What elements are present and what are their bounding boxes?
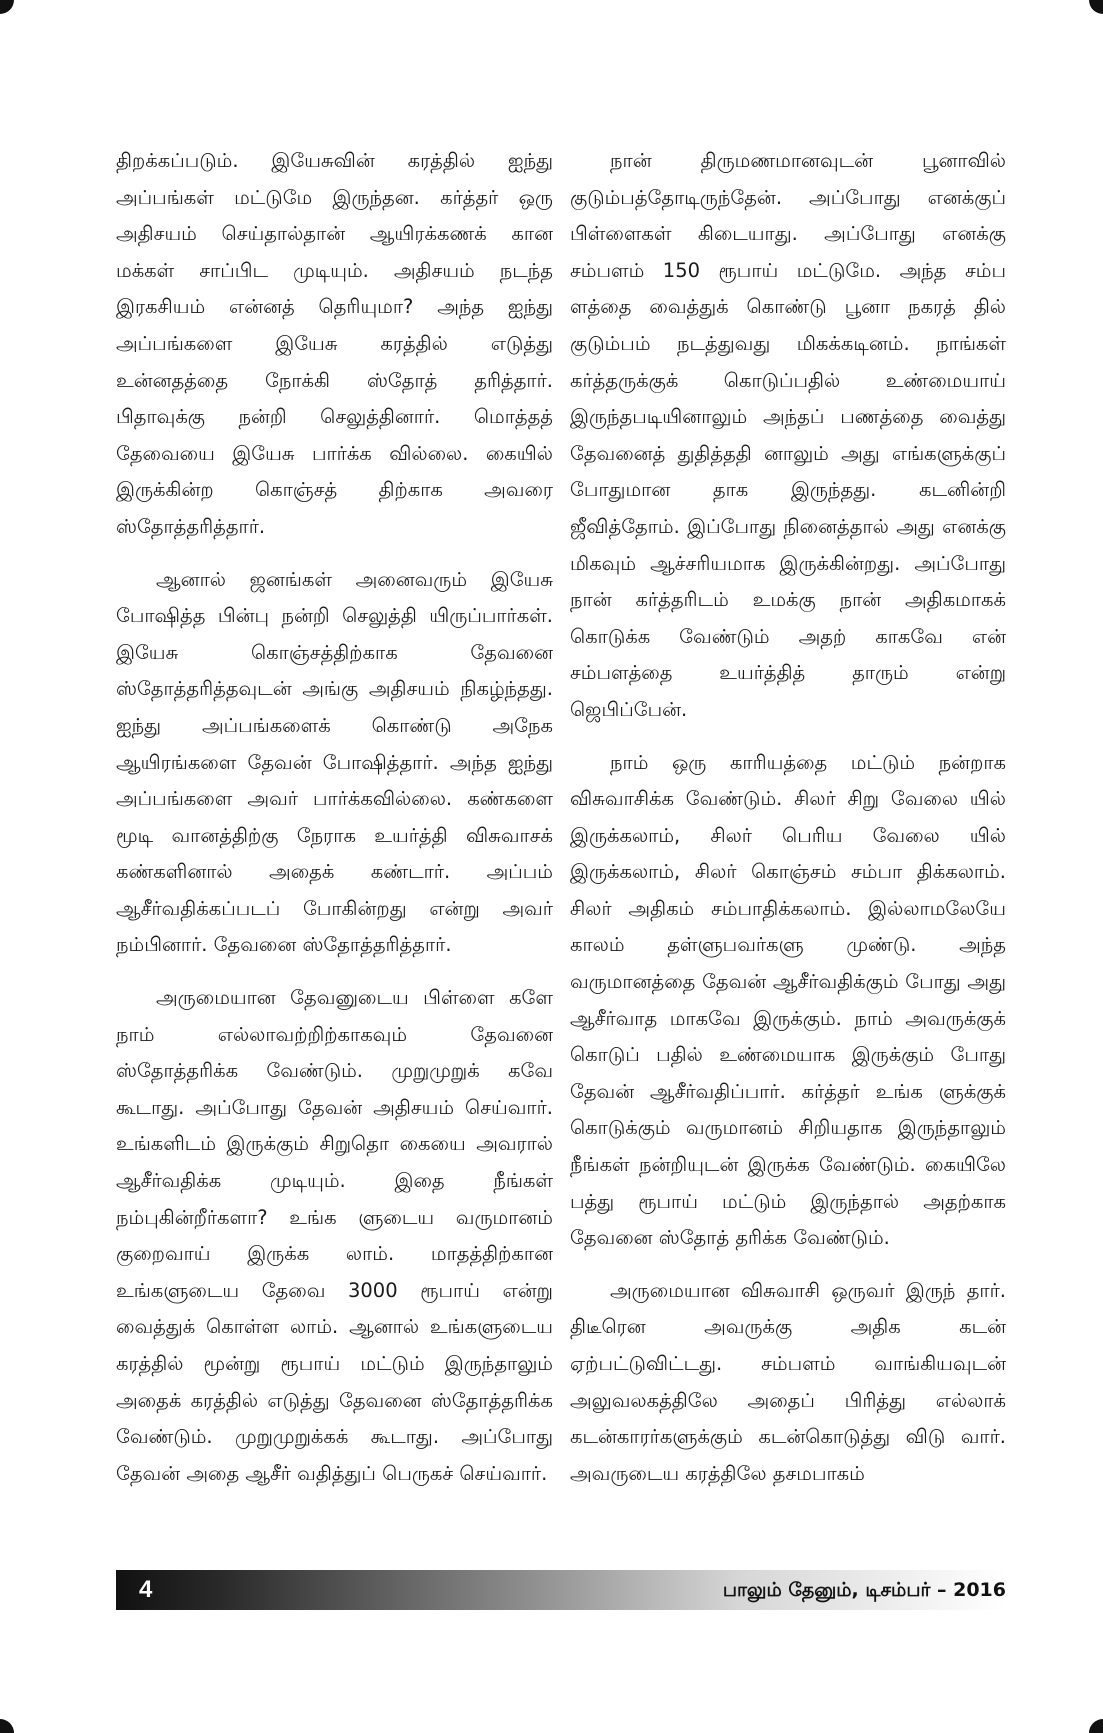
crop-mark-bottom-right [1089,1719,1103,1733]
paragraph: திறக்கப்படும். இயேசுவின் கரத்தில் ஐந்து அப்பங்கள் மட்டுமே இருந்தன. கர்த்தர் ஒரு அதிசயம் செய்தால்தான் ஆயிரக்கணக் கான மக்கள் சாப்பிட முடியும். அதிசயம் நடந்த இரகசியம் என்னத் தெரியுமா? அந்த ஐந்து அப்பங்களை இயேசு கரத்தில் எடுத்து உன்னதத்தை நோக்கி ஸ்தோத் தரித்தார். பிதாவுக்கு நன்றி செலுத்தினார். மொத்தத் தேவையை இயேசு பார்க்க வில்லை. கையில் இருக்கின்ற கொஞ்சத் திற்காக அவரை ஸ்தோத்தரித்தார். [116,149,553,538]
crop-mark-top-right [1089,0,1103,14]
paragraph: அருமையான விசுவாசி ஒருவர் இருந் தார். திடீரென அவருக்கு அதிக கடன் ஏற்பட்டுவிட்டது. சம்பளம் வாங்கியவுடன் அலுவலகத்திலே அதைப் பிரித்து எல்லாக் கடன்காரர்களுக்கும் கடன்கொடுத்து விடு வார். அவருடைய கரத்திலே தசமபாகம் [570,1278,1006,1485]
right-text-column [570,143,1006,1508]
publication-footer: பாலும் தேனும், டிசம்பர் – 2016 [722,1579,1006,1601]
paragraph: அருமையான தேவனுடைய பிள்ளை களே நாம் எல்லாவற்றிற்காகவும் தேவனை ஸ்தோத்தரிக்க வேண்டும். முறுமுறுக் கவே கூடாது. அப்போது தேவன் அதிசயம் செய்வார். உங்களிடம் இருக்கும் சிறுதொ கையை அவரால் ஆசீர்வதிக்க முடியும். இதை நீங்கள் நம்புகின்றீர்களா? உங்க ளுடைய வருமானம் குறைவாய் இருக்க லாம். மாதத்திற்கான உங்களுடைய தேவை 3000 ரூபாய் என்று வைத்துக் கொள்ள லாம். ஆனால் உங்களுடைய கரத்தில் மூன்று ரூபாய் மட்டும் இருந்தாலும் அதைக் கரத்தில் எடுத்து தேவனை ஸ்தோத்தரிக்க வேண்டும். முறுமுறுக்கக் கூடாது. அப்போது தேவன் அதை ஆசீர் வதித்துப் பெருகச் செய்வார். [116,986,553,1485]
page-number: 4 [139,1576,153,1603]
paragraph: நான் திருமணமானவுடன் பூனாவில் குடும்பத்தோடிருந்தேன். அப்போது எனக்குப் பிள்ளைகள் கிடையாது. அப்போது எனக்கு சம்பளம் 150 ரூபாய் மட்டுமே. அந்த சம்ப ளத்தை வைத்துக் கொண்டு பூனா நகரத் தில் குடும்பம் நடத்துவது மிகக்கடினம். நாங்கள் கர்த்தருக்குக் கொடுப்பதில் உண்மையாய் இருந்தபடியினாலும் அந்தப் பணத்தை வைத்து தேவனைத் துதித்ததி னாலும் அது எங்களுக்குப் போதுமான தாக இருந்தது. கடனின்றி ஜீவித்தோம். இப்போது நினைத்தால் அது எனக்கு மிகவும் ஆச்சரியமாக இருக்கின்றது. அப்போது நான் கர்த்தரிடம் உமக்கு நான் அதிகமாகக் கொடுக்க வேண்டும் அதற் காகவே என் சம்பளத்தை உயர்த்தித் தாரும் என்று ஜெபிப்பேன். [570,149,1006,721]
crop-mark-top-left [0,0,14,14]
paragraph: ஆனால் ஜனங்கள் அனைவரும் இயேசு போஷித்த பின்பு நன்றி செலுத்தி யிருப்பார்கள். இயேசு கொஞ்சத்திற்காக தேவனை ஸ்தோத்தரித்தவுடன் அங்கு அதிசயம் நிகழ்ந்தது. ஐந்து அப்பங்களைக் கொண்டு அநேக ஆயிரங்களை தேவன் போஷித்தார். அந்த ஐந்து அப்பங்களை அவர் பார்க்கவில்லை. கண்களை மூடி வானத்திற்கு நேராக உயர்த்தி விசுவாசக் கண்களினால் அதைக் கண்டார். அப்பம் ஆசீர்வதிக்கப்படப் போகின்றது என்று அவர் நம்பினார். தேவனை ஸ்தோத்தரித்தார். [116,567,553,957]
crop-mark-bottom-left [0,1719,14,1733]
paragraph: நாம் ஒரு காரியத்தை மட்டும் நன்றாக விசுவாசிக்க வேண்டும். சிலர் சிறு வேலை யில் இருக்கலாம், சிலர் பெரிய வேலை யில் இருக்கலாம், சிலர் கொஞ்சம் சம்பா திக்கலாம். சிலர் அதிகம் சம்பாதிக்கலாம். இல்லாமலேயே காலம் தள்ளுபவர்களு முண்டு. அந்த வருமானத்தை தேவன் ஆசீர்வதிக்கும் போது அது ஆசீர்வாத மாகவே இருக்கும். நாம் அவருக்குக் கொடுப் பதில் உண்மையாக இருக்கும் போது தேவன் ஆசீர்வதிப்பார். கர்த்தர் உங்க ளுக்குக் கொடுக்கும் வருமானம் சிறியதாக இருந்தாலும் நீங்கள் நன்றியுடன் இருக்க வேண்டும். கையிலே பத்து ரூபாய் மட்டும் இருந்தால் அதற்காக தேவனை ஸ்தோத் தரிக்க வேண்டும். [570,750,1006,1250]
left-text-column [116,143,553,1508]
